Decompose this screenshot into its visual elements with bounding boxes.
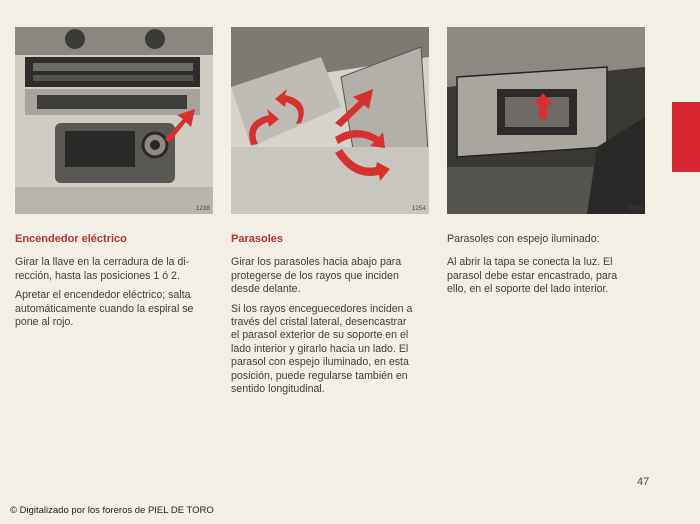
lighter-paragraph: Girar la llave en la cerradura de la di- rección, hasta las posiciones 1 ó 2.: [15, 256, 190, 282]
figure-number: 1254: [411, 206, 426, 212]
section-tab-marker: [672, 102, 700, 172]
section-lighter: [15, 233, 220, 335]
figure-number: 9768: [627, 206, 642, 212]
figure-lighter: [15, 27, 213, 214]
vanity-mirror-heading: Parasoles con espejo iluminado:: [447, 233, 600, 245]
sun-visors-illustration: [231, 27, 429, 214]
lighter-paragraph: Apretar el encendedor eléctrico; salta automáticamente cuando la espiral se pone al rojo.: [15, 289, 194, 329]
page-number: 47: [637, 476, 650, 488]
sun-visors-paragraph: Girar los parasoles hacia abajo para protegerse de los rayos que inciden desde delante.: [231, 256, 402, 296]
vanity-mirror-illustration: [447, 27, 645, 214]
footer-credit: © Digitalizado por los foreros de PIEL DE TORO: [10, 505, 214, 516]
figure-number: 1238: [195, 206, 210, 212]
figure-vanity-mirror: [447, 27, 645, 214]
sun-visors-heading: Parasoles: [231, 233, 283, 245]
sun-visors-paragraph: Si los rayos enceguecedores inciden a través del cristal lateral, desencastrar el parasol exterior de su soporte en el lado interior y girarlo hacia un lado. El parasol con espejo iluminado, en esta posición, puede regularse también en sentido longitudinal.: [231, 302, 413, 396]
section-sun-visors: [231, 233, 436, 402]
lighter-heading: Encendedor eléctrico: [15, 233, 127, 245]
section-vanity-mirror: [447, 233, 657, 303]
vanity-mirror-paragraph: Al abrir la tapa se conecta la luz. El parasol debe estar encastrado, para ello, en el soporte del lado interior.: [447, 256, 618, 296]
lighter-illustration: [15, 27, 213, 214]
figure-sun-visors: [231, 27, 429, 214]
